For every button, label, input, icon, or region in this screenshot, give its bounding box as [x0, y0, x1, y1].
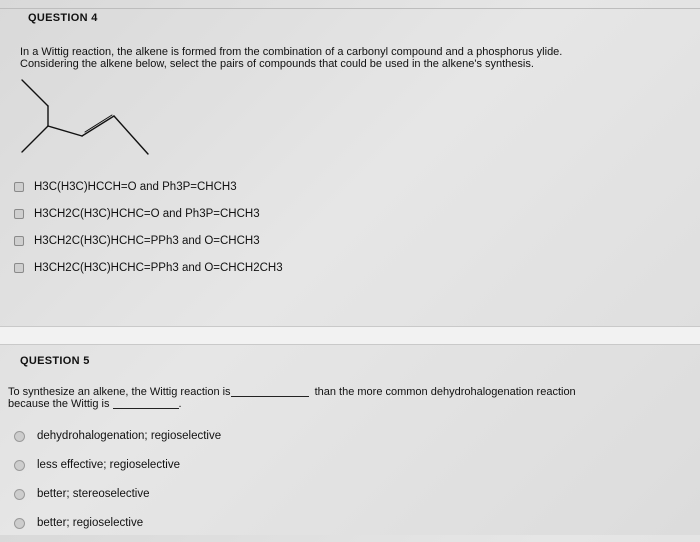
question-4-prompt-line-2: Considering the alkene below, select the pairs of compounds that could be used in the alkene's synthesis.: [20, 58, 534, 70]
blank-2: [113, 398, 179, 409]
q5-option-3-label: better; stereoselective: [37, 488, 150, 500]
question-4-options: [14, 176, 283, 284]
checkbox[interactable]: [14, 209, 24, 219]
radio-button[interactable]: [14, 518, 25, 529]
bond-4: [48, 126, 82, 136]
question-5-prompt-line-1: [8, 386, 698, 398]
prompt-text-2: than the more common dehydrohalogenation reaction: [314, 386, 576, 398]
q4-option-3-label: H3CH2C(H3C)HCHC=PPh3 and O=CHCH3: [34, 234, 260, 247]
radio-button[interactable]: [14, 489, 25, 500]
section-divider: [0, 326, 700, 345]
checkbox[interactable]: [14, 182, 24, 192]
q4-option-1[interactable]: [14, 176, 283, 197]
question-4-prompt-line-1: In a Wittig reaction, the alkene is formed from the combination of a carbonyl compound and a phosphorus ylide.: [20, 46, 563, 58]
q5-option-1-label: dehydrohalogenation; regioselective: [37, 430, 222, 442]
checkbox[interactable]: [14, 263, 24, 273]
checkbox[interactable]: [14, 236, 24, 246]
bond-5: [114, 116, 148, 154]
q4-option-4-label: H3CH2C(H3C)HCHC=PPh3 and O=CHCH2CH3: [34, 261, 283, 274]
q5-option-4[interactable]: [14, 513, 221, 533]
prompt-text-1: To synthesize an alkene, the Wittig reaction is: [8, 386, 231, 398]
q5-option-3[interactable]: [14, 484, 221, 504]
q5-option-4-label: better; regioselective: [37, 517, 144, 529]
bond-1: [22, 80, 48, 106]
radio-button[interactable]: [14, 460, 25, 471]
radio-button[interactable]: [14, 431, 25, 442]
blank-1: [231, 386, 309, 397]
question-5-prompt: [8, 386, 698, 410]
q4-option-4[interactable]: [14, 257, 283, 278]
q4-option-1-label: H3C(H3C)HCCH=O and Ph3P=CHCH3: [34, 180, 237, 193]
question-4-title: QUESTION 4: [28, 12, 98, 24]
prompt-text-4: .: [178, 398, 182, 410]
question-5-prompt-line-2: [8, 398, 698, 410]
question-5-options: [14, 426, 221, 542]
bond-3: [22, 126, 48, 152]
q5-option-2-label: less effective; regioselective: [37, 459, 180, 471]
alkene-structure: [18, 72, 158, 162]
question-4-prompt: [20, 46, 690, 70]
double-bond-b: [85, 115, 112, 132]
q4-option-2[interactable]: [14, 203, 283, 224]
q4-option-3[interactable]: [14, 230, 283, 251]
prompt-text-3: because the Wittig is: [8, 398, 110, 410]
double-bond-a: [82, 116, 114, 136]
q4-option-2-label: H3CH2C(H3C)HCHC=O and Ph3P=CHCH3: [34, 207, 260, 220]
q5-option-2[interactable]: [14, 455, 221, 475]
question-5-title: QUESTION 5: [20, 355, 90, 367]
q5-option-1[interactable]: [14, 426, 221, 446]
